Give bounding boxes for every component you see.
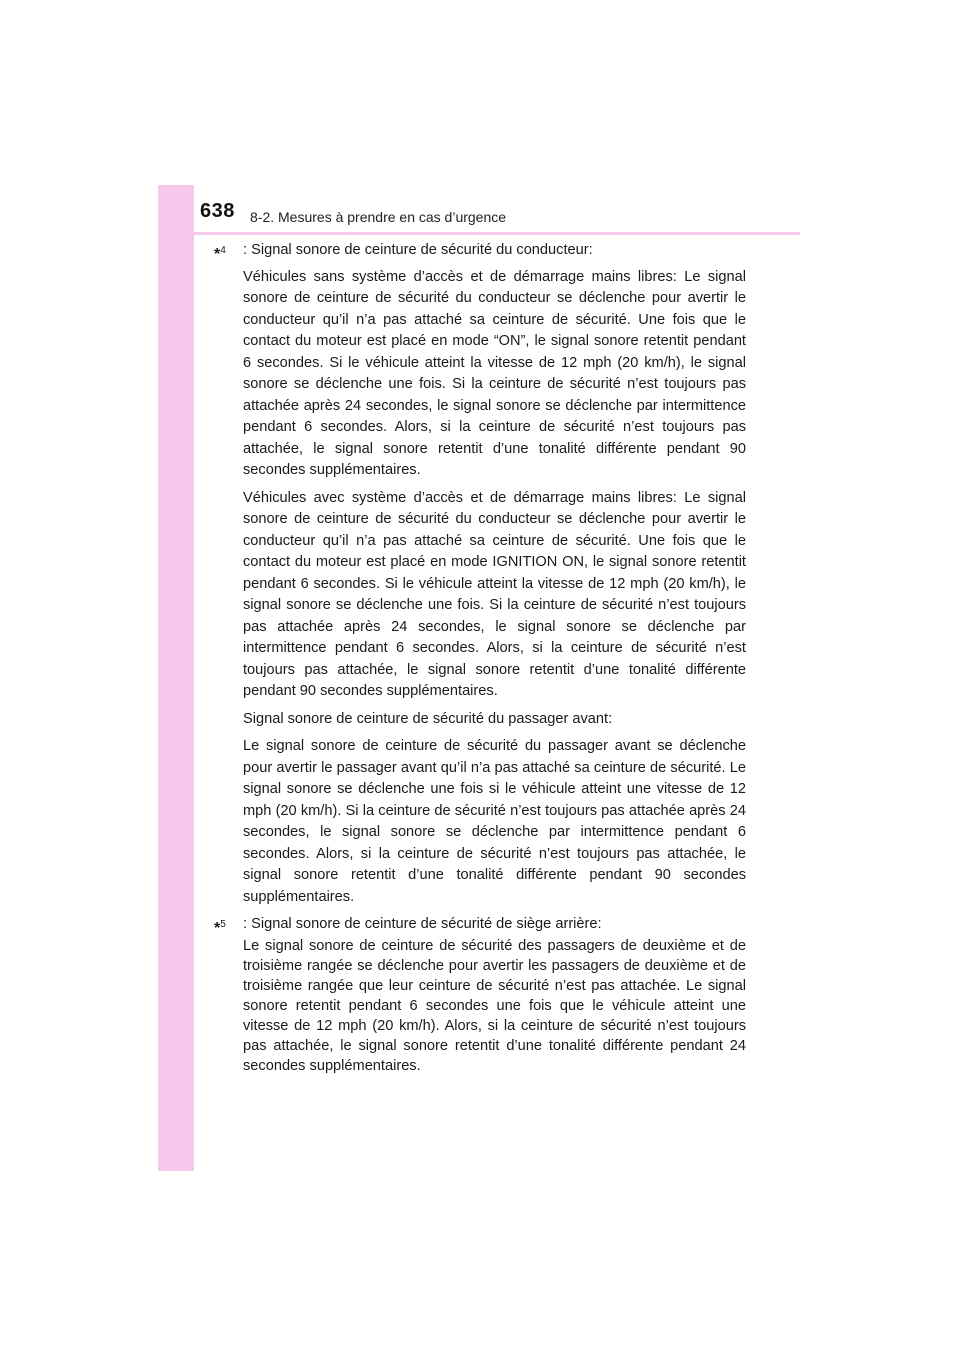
paragraph: Véhicules sans système d’accès et de démarrage mains libres: Le signal sonore de ceinture de sécurité du conducteur se déclenche pour avertir le conducteur qu’il n’a pas attaché sa ceinture de sécurité. Une fois que le contact du moteur est placé en mode “ON”, le signal sonore retentit pendant 6 secondes. Si le véhicule atteint la vitesse de 12 mph (20 km/h), le signal sonore se déclenche une fois. Si la ceinture de sécurité n’est toujours pas attachée après 24 secondes, le signal sonore se déclenche par intermittence pendant 6 secondes. Alors, si la ceinture de sécurité n’est toujours pas attachée, le signal sonore retentit d’une tonalité différente pendant 90 secondes supplémentaires. [243, 268, 746, 478]
footnote-marker: *$^4$ [214, 245, 226, 263]
footnote-4 [214, 240, 746, 908]
footnote-title: : Signal sonore de ceinture de sécurité de siège arrière: [243, 916, 602, 932]
paragraph: Le signal sonore de ceinture de sécurité du passager avant se déclenche pour avertir le passager avant qu’il n’a pas attaché sa ceinture de sécurité. Le signal sonore se déclenche une fois si le véhicule atteint une vitesse de 12 mph (20 km/h). Si la ceinture de sécurité n’est toujours pas attachée après 24 secondes, le signal sonore se déclenche par intermittence pendant 6 secondes. Alors, si la ceinture de sécurité n’est toujours pas attachée, le signal sonore retentit d’une tonalité différente pendant 90 secondes supplémentaires. [243, 738, 746, 905]
header-rule [194, 232, 800, 235]
section-title: 8-2. Mesures à prendre en cas d’urgence [250, 209, 507, 225]
paragraph: Le signal sonore de ceinture de sécurité des passagers de deuxième et de troisième rangée se déclenche pour avertir les passagers de deuxième et de troisième rangée que leur ceinture de sécurité n’est pas attachée. Le signal sonore retentit pendant 6 secondes une fois que le véhicule atteint une vitesse de 12 mph (20 km/h). Alors, si la ceinture de sécurité n’est toujours pas attachée, le signal sonore retentit d’une tonalité différente pendant 24 secondes supplémentaires. [243, 937, 746, 1074]
page-number: 638 [200, 200, 235, 222]
footnote-title: : Signal sonore de ceinture de sécurité du conducteur: [243, 242, 593, 258]
footnote-5 [214, 914, 746, 1076]
paragraph: Véhicules avec système d’accès et de démarrage mains libres: Le signal sonore de ceinture de sécurité du conducteur se déclenche pour avertir le conducteur qu’il n’a pas attaché sa ceinture de sécurité. Une fois que le contact du moteur est placé en mode IGNITION ON, le signal sonore retentit pendant 6 secondes. Si le véhicule atteint la vitesse de 12 mph (20 km/h), le signal sonore se déclenche une fois. Si la ceinture de sécurité n’est toujours pas attachée après 24 secondes, le signal sonore se déclenche par intermittence pendant 6 secondes. Alors, si la ceinture de sécurité n’est toujours pas attachée, le signal sonore retentit d’une tonalité différente pendant 90 secondes supplémentaires. [243, 489, 746, 699]
subheading: Signal sonore de ceinture de sécurité du passager avant: [243, 710, 613, 727]
section-tab-band [158, 185, 194, 1171]
footnote-marker: *$^5$ [214, 919, 226, 937]
page-body [214, 240, 746, 1082]
